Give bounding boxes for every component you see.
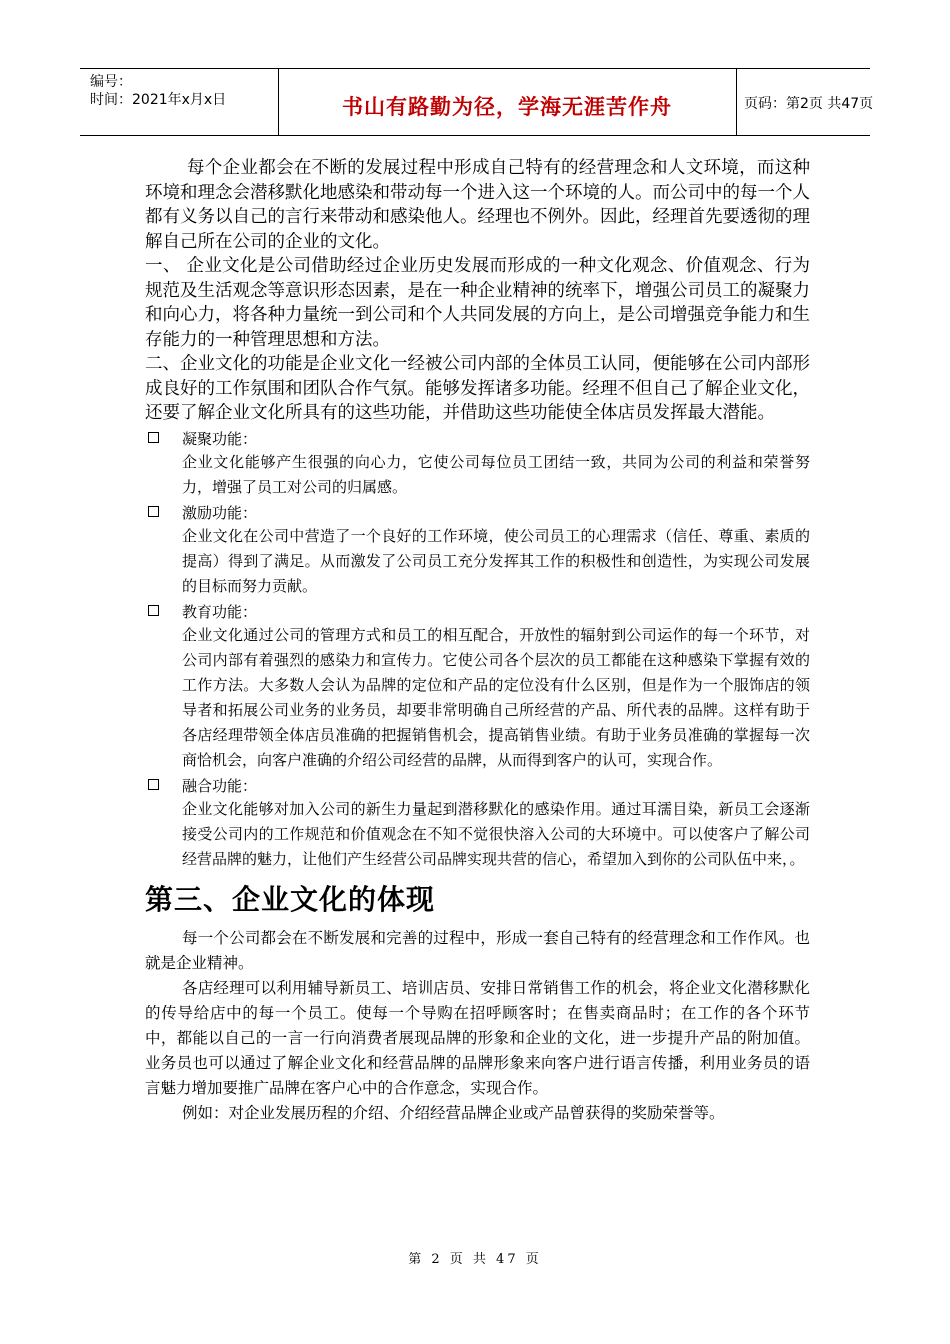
function-item-integration	[145, 775, 810, 872]
checkbox-icon	[148, 605, 159, 616]
point-two-paragraph: 二、企业文化的功能是企业文化一经被公司内部的全体员工认同，便能够在公司内部形成良好的工作氛围和团队合作气氛。能够发挥诸多功能。经理不但自己了解企业文化，还要了解企业文化所具有的这些功能，并借助这些功能使全体店员发挥最大潜能。	[145, 354, 810, 423]
function-description: 企业文化通过公司的管理方式和员工的相互配合，开放性的辐射到公司运作的每一个环节，对公司内部有着强烈的感染力和宣传力。它使公司各个层次的员工都能在这种感染下掌握有效的工作方法。大多数人会认为品牌的定位和产品的定位没有什么区别，但是作为一个服饰店的领导者和拓展公司业务的业务员，却要非常明确自己所经营的产品、所代表的品牌。这样有助于各店经理带领全体店员准确的把握销售机会，提高销售业绩。有助于业务员准确的掌握每一次商恰机会，向客户准确的介绍公司经营的品牌，从而得到客户的认可，实现合作。	[182, 625, 810, 769]
function-description: 企业文化在公司中营造了一个良好的工作环境，使公司员工的心理需求（信任、尊重、素质的提高）得到了满足。从而激发了公司员工充分发挥其工作的积极性和创造性，为实现公司发展的目标而努力贡献。	[182, 526, 810, 595]
section-three-paragraph: 每一个公司都会在不断发展和完善的过程中，形成一套自己特有的经营理念和工作作风。也就是企业精神。	[145, 928, 810, 972]
function-item-cohesion	[145, 428, 810, 500]
function-title: 凝聚功能：	[182, 429, 258, 448]
intro-paragraph: 每个企业都会在不断的发展过程中形成自己特有的经营理念和人文环境，而这种环境和理念会潜移默化地感染和带动每一个进入这一个环境的人。而公司中的每一个人都有义务以自己的言行来带动和感染他人。经理也不例外。因此，经理首先要透彻的理解自己所在公司的企业的文化。	[145, 158, 810, 252]
page-header	[80, 68, 874, 136]
page-footer: 第 2 页 共 47 页	[408, 1252, 542, 1267]
header-page-cell	[736, 69, 874, 135]
header-motto-cell	[278, 69, 737, 135]
function-description: 企业文化能够对加入公司的新生力量起到潜移默化的感染作用。通过耳濡目染，新员工会逐渐接受公司内的工作规范和价值观念在不知不觉很快溶入公司的大环境中。可以使客户了解公司经营品牌的魅力，让他们产生经营公司品牌实现共营的信心，希望加入到你的公司队伍中来，。	[182, 799, 810, 868]
checkbox-icon	[148, 779, 159, 790]
header-motto: 书山有路勤为径，学海无涯苦作舟	[342, 95, 672, 119]
function-item-education	[145, 601, 810, 773]
function-description: 企业文化能够产生很强的向心力，它使公司每位员工团结一致，共同为公司的利益和荣誉努力，增强了员工对公司的归属感。	[182, 452, 810, 496]
section-three-paragraph: 各店经理可以利用辅导新员工、培训店员、安排日常销售工作的机会，将企业文化潜移默化的传导给店中的每一个员工。使每一个导购在招呼顾客时；在售卖商品时；在工作的各个环节中，都能以自己的一言一行向消费者展现品牌的形象和企业的文化，进一步提升产品的附加值。业务员也可以通过了解企业文化和经营品牌的品牌形象来向客户进行语言传播，利用业务员的语言魅力增加要推广品牌在客户心中的合作意念，实现合作。	[145, 978, 810, 1097]
checkbox-icon	[148, 506, 159, 517]
function-title: 激励功能：	[182, 503, 258, 522]
header-page-info: 页码：第2页 共47页	[744, 96, 874, 112]
document-number-label: 编号：	[90, 74, 132, 90]
function-title: 教育功能：	[182, 602, 258, 621]
section-three-heading: 第三、企业文化的体现	[145, 882, 436, 916]
header-info-cell	[80, 69, 279, 135]
point-one-paragraph: 一、 企业文化是公司借助经过企业历史发展而形成的一种文化观念、价值观念、行为规范及生活观念等意识形态因素，是在一种企业精神的统率下，增强公司员工的凝聚力和向心力，将各种力量统一到公司和个人共同发展的方向上，是公司增强竞争能力和生存能力的一种管理思想和方法。	[145, 256, 810, 350]
document-date-label: 时间：2021年x月x日	[90, 92, 227, 108]
function-title: 融合功能：	[182, 776, 258, 795]
document-body	[145, 156, 810, 1126]
checkbox-icon	[148, 432, 159, 443]
section-three-paragraph: 例如：对企业发展历程的介绍、介绍经营品牌企业或产品曾获得的奖励荣誉等。	[182, 1103, 725, 1122]
function-item-motivation	[145, 502, 810, 599]
